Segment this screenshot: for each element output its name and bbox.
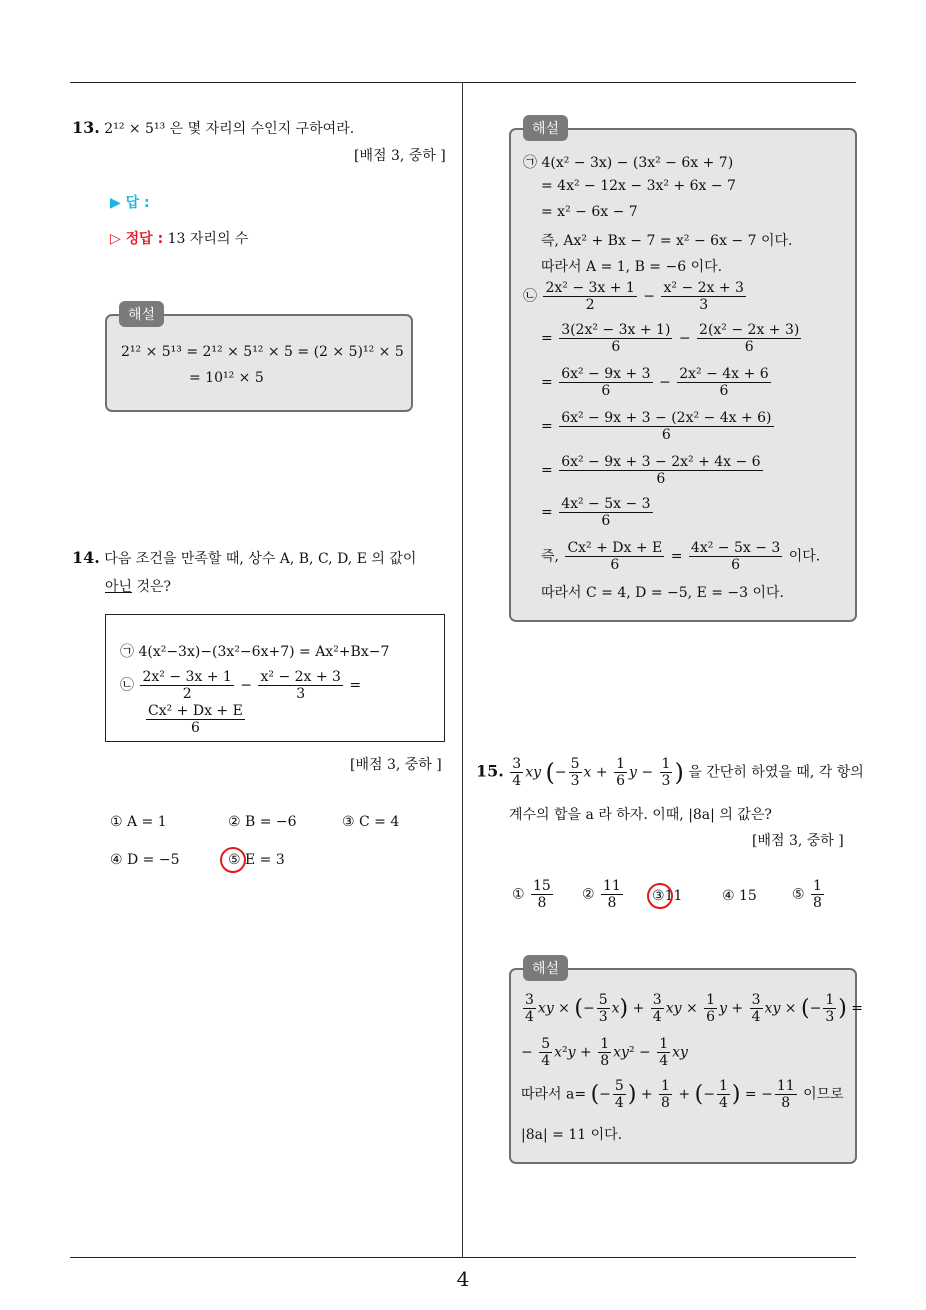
numerator: 4x² − 5x − 3 [561, 496, 651, 512]
denominator: 6 [719, 383, 729, 399]
numerator: 6x² − 9x + 3 − (2x² − 4x + 6) [561, 410, 772, 426]
solution-line: = 4x² − 12x − 3x² + 6x − 7 [541, 178, 736, 194]
solution-box-14 [509, 121, 857, 622]
solution-line: 2¹² × 5¹³ = 2¹² × 5¹² × 5 = (2 × 5)¹² × 5 [121, 344, 404, 360]
denominator: 6 [661, 427, 671, 443]
numerator: 3(2x² − 3x + 1) [561, 322, 671, 338]
denominator: 8 [607, 895, 617, 911]
fraction [559, 366, 652, 399]
row-prefix: = [541, 374, 553, 391]
fraction-row [541, 454, 765, 487]
operator: − [643, 288, 656, 305]
choice-5[interactable]: ⑤ E = 3 [228, 852, 285, 868]
solution-line: 따라서 a= (− $\frac{5}{4}$ ) + $\frac{1}{8}$ + (− $\frac{1}{4}$ ) = − $\frac{11}{8}$ 이므로 [521, 1078, 844, 1111]
choice-value: 15 [739, 888, 757, 904]
fraction-row [523, 280, 748, 313]
condition-2-continued [144, 703, 247, 736]
correct-label: ▷ 정답 : [110, 231, 164, 247]
solution-line: |8a| = 11 이다. [521, 1127, 623, 1143]
fraction [660, 756, 673, 789]
numerator: Cx² + Dx + E [567, 540, 663, 556]
numerator: 2(x² − 2x + 3) [699, 322, 800, 338]
denominator: 8 [813, 895, 822, 911]
question-text: 다음 조건을 만족할 때, 상수 A, B, C, D, E 의 값이 [104, 551, 417, 567]
numerator: Cx² + Dx + E [148, 703, 243, 719]
choice-1[interactable]: ① A = 1 [110, 814, 167, 830]
numerator: 6x² − 9x + 3 [561, 366, 651, 382]
question-text-line2: 계수의 합을 a 라 하자. 이때, |8a| 의 값은? [509, 807, 772, 823]
fraction-row [541, 322, 803, 355]
choice-4[interactable]: ④ D = −5 [110, 852, 180, 868]
fraction [689, 540, 782, 573]
fraction [677, 366, 770, 399]
numerator: 1 [813, 878, 822, 894]
numerator: x² − 2x + 3 [663, 280, 744, 296]
fraction [258, 669, 342, 702]
numerator: 5 [570, 756, 580, 772]
score-meta: [배점 3, 중하 ] [350, 757, 442, 773]
solution-conclusion: 따라서 C = 4, D = −5, E = −3 이다. [541, 585, 785, 601]
solution-line: 따라서 A = 1, B = −6 이다. [541, 259, 723, 275]
paren: ) [674, 758, 684, 787]
question-15: 15. $\frac{3}{4}$ xy (− $\frac{5}{3}$ x + $\frac{1}{6}$ y − $\frac{1}{3}$ ) 을 간단히 하였을 때, 각 항의 [476, 756, 864, 789]
denominator: 6 [611, 339, 621, 355]
choice-4[interactable] [722, 888, 757, 904]
fraction-row [541, 366, 773, 399]
solution-line: ㉠ 4(x² − 3x) − (3x² − 6x + 7) [523, 155, 734, 171]
condition-1: ㉠ 4(x²−3x)−(3x²−6x+7) = Ax²+Bx−7 [120, 644, 390, 660]
choice-mark: ⑤ [792, 886, 805, 903]
condition-box [105, 614, 445, 742]
correct-answer-row [110, 228, 248, 248]
numerator: 1 [661, 756, 671, 772]
row-suffix: 이다. [788, 548, 821, 565]
choice-2[interactable]: ② B = −6 [228, 814, 297, 830]
choice-1[interactable] [512, 878, 555, 911]
question-text-rest: 것은? [132, 579, 172, 595]
numerator: 2x² − 3x + 1 [142, 669, 232, 685]
denominator: 3 [570, 773, 580, 789]
denominator: 2 [182, 686, 192, 702]
question-number: 13. [72, 118, 100, 137]
fraction [569, 756, 582, 789]
question-number: 15. [476, 761, 504, 781]
denominator: 2 [585, 297, 595, 313]
top-rule [70, 82, 856, 83]
operator: = [349, 677, 362, 694]
operator: − [240, 677, 253, 694]
operator: = [670, 548, 683, 565]
solution-line: − $\frac{5}{4}$ x²y + $\frac{1}{8}$ xy² − $\frac{1}{4}$ xy [521, 1036, 688, 1069]
answer-label: ▶ 답 : [110, 195, 150, 211]
numerator: x² − 2x + 3 [260, 669, 341, 685]
numerator: 11 [603, 878, 621, 894]
question-number: 14. [72, 548, 100, 567]
paren: ( [545, 758, 555, 787]
denominator: 3 [699, 297, 709, 313]
solution-tag: 해설 [523, 955, 568, 981]
solution-tag: 해설 [523, 115, 568, 141]
choice-mark: ③ [652, 888, 665, 904]
fraction-row [541, 410, 776, 443]
row-prefix: 따라서 a= [521, 1086, 587, 1103]
page-number: 4 [456, 1267, 470, 1291]
question-text: 2¹² × 5¹³ 은 몇 자리의 수인지 구하여라. [104, 121, 355, 137]
operator: − [678, 330, 691, 347]
row-suffix: 이므로 [803, 1086, 844, 1103]
choice-value: 11 [664, 888, 683, 904]
fraction [614, 756, 627, 789]
row-prefix: ㉡ [523, 288, 537, 305]
fraction [559, 496, 652, 529]
fraction [601, 878, 623, 911]
solution-line: = x² − 6x − 7 [541, 204, 638, 220]
fraction [531, 878, 553, 911]
row-prefix: = [541, 418, 553, 435]
denominator: 6 [744, 339, 754, 355]
fraction [565, 540, 664, 573]
row-prefix: = [541, 462, 553, 479]
choice-5[interactable] [792, 878, 826, 911]
fraction-row [541, 496, 655, 529]
score-meta: [배점 3, 중하 ] [354, 148, 446, 164]
question-13 [72, 118, 354, 138]
underlined-word: 아닌 [105, 579, 133, 595]
question-14 [72, 548, 416, 568]
selected-answer-mark [647, 883, 673, 909]
numerator: 1 [616, 756, 625, 772]
numerator: 2x² − 4x + 6 [679, 366, 769, 382]
solution-line: 즉, Ax² + Bx − 7 = x² − 6x − 7 이다. [541, 233, 793, 249]
numerator: 2x² − 3x + 1 [545, 280, 635, 296]
row-prefix: 즉, [541, 548, 559, 565]
fraction [811, 878, 824, 911]
denominator: 6 [656, 471, 666, 487]
variable: xy [525, 764, 542, 781]
choice-mark: ① [512, 886, 525, 903]
row-prefix: = [541, 504, 553, 521]
score-meta: [배점 3, 중하 ] [752, 833, 844, 849]
condition-2 [120, 669, 361, 702]
denominator: 6 [601, 513, 611, 529]
fraction [543, 280, 636, 313]
numerator: 4x² − 5x − 3 [690, 540, 781, 556]
final-equation [541, 540, 820, 573]
choice-3[interactable]: ③ C = 4 [342, 814, 400, 830]
denominator: 8 [537, 895, 547, 911]
denominator: 6 [601, 383, 611, 399]
fraction [661, 280, 745, 313]
bottom-rule [70, 1257, 856, 1258]
solution-box-15 [509, 961, 864, 1164]
numerator: 3 [512, 756, 522, 772]
choice-mark: ④ [722, 888, 735, 904]
fraction [559, 454, 762, 487]
numerator: 6x² − 9x + 3 − 2x² + 4x − 6 [561, 454, 761, 470]
condition-marker: ㉡ [120, 677, 134, 694]
column-divider [462, 82, 463, 1257]
correct-value: 13 자리의 수 [167, 231, 249, 247]
solution-line: = 10¹² × 5 [189, 370, 264, 386]
solution-tag: 해설 [119, 301, 164, 327]
question-text-line2 [105, 576, 171, 596]
choice-mark: ② [582, 886, 595, 903]
choice-2[interactable] [582, 878, 625, 911]
fraction [697, 322, 801, 355]
selected-answer-mark [220, 847, 246, 873]
fraction [559, 322, 672, 355]
denominator: 3 [296, 686, 306, 702]
fraction [510, 756, 523, 789]
row-prefix: = [541, 330, 553, 347]
operator: − [659, 374, 671, 391]
denominator: 4 [512, 773, 522, 789]
denominator: 6 [616, 773, 625, 789]
denominator: 6 [731, 557, 741, 573]
denominator: 6 [610, 557, 620, 573]
numerator: 15 [533, 878, 551, 894]
solution-line: $\frac{3}{4}$ xy × (− $\frac{5}{3}$ x) + $\frac{3}{4}$ xy × $\frac{1}{6}$ y + $\frac{3}{4}$ xy × (− $\frac{1}{3}$ ) = [525, 992, 864, 1025]
denominator: 6 [190, 720, 200, 736]
answer-row [110, 192, 150, 212]
fraction [140, 669, 233, 702]
denominator: 3 [661, 773, 671, 789]
fraction [146, 703, 245, 736]
question-text: 을 간단히 하였을 때, 각 항의 [688, 764, 864, 781]
solution-box-13 [105, 307, 413, 412]
fraction [559, 410, 773, 443]
